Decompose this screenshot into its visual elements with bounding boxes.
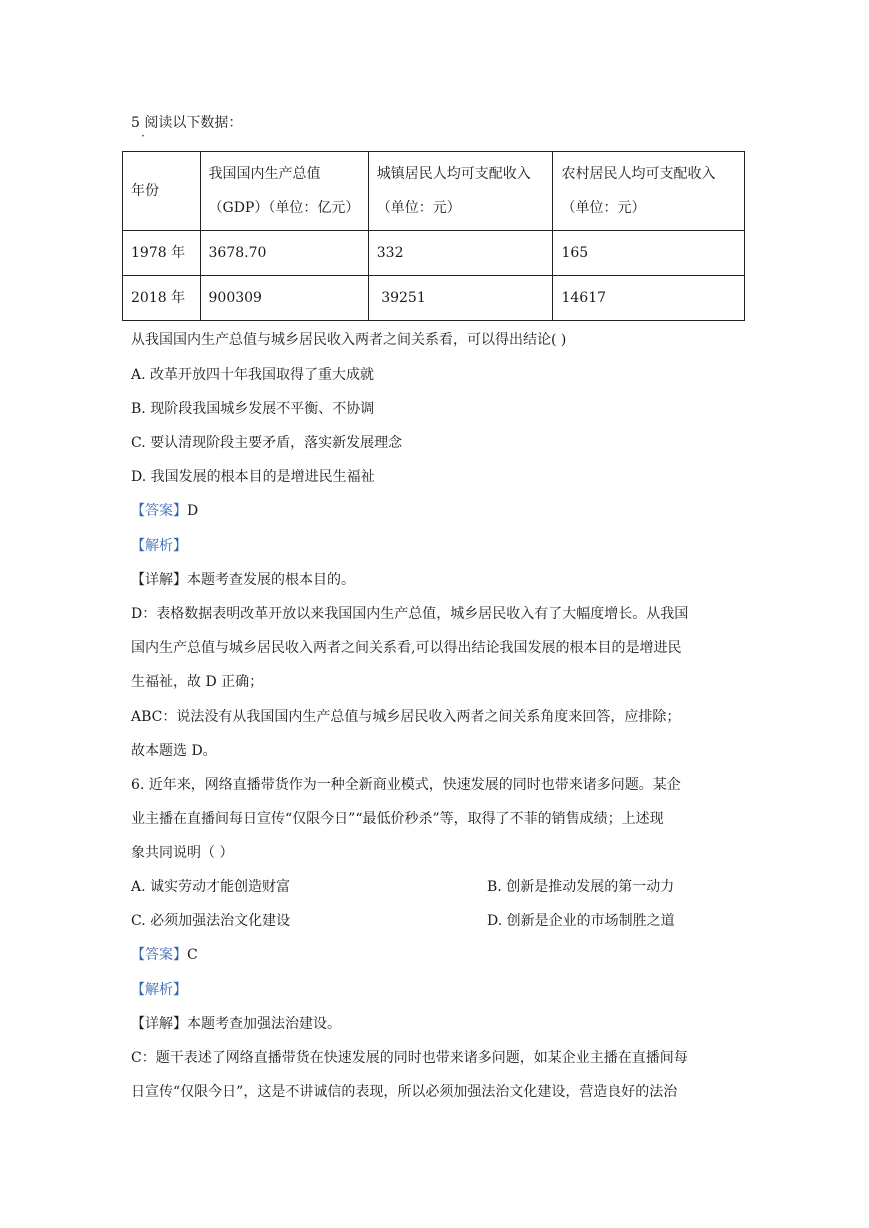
q5-explanation-line: 国内生产总值与城乡居民收入两者之间关系看,可以得出结论我国发展的根本目的是增进民 (131, 640, 682, 656)
answer-value: C (187, 947, 198, 963)
detail-text: 本题考查发展的根本目的。 (187, 572, 355, 588)
q5-number-dot: · (141, 129, 145, 143)
q6-stem-line: 6. 近年来，网络直播带货作为一种全新商业模式，快速发展的同时也带来诸多问题。某企 (131, 777, 681, 793)
q5-answer (131, 501, 198, 521)
cell-gdp: 3678.70 (200, 231, 368, 276)
answer-tag: 【答案】 (131, 503, 187, 519)
q6-option-c: C. 必须加强法治文化建设 (131, 913, 291, 929)
q6-option-b: B. 创新是推动发展的第一动力 (487, 879, 675, 895)
q5-explanation-line: 生福祉，故 D 正确； (131, 674, 264, 690)
q5-question: 从我国国内生产总值与城乡居民收入两者之间关系看，可以得出结论( ) (131, 332, 567, 348)
cell-urban-income: 332 (368, 231, 553, 276)
answer-tag: 【答案】 (131, 947, 187, 963)
q5-explanation-line: 故本题选 D。 (131, 743, 217, 759)
q6-stem-line: 象共同说明（ ） (131, 845, 234, 861)
table-header-row (123, 152, 745, 231)
cell-gdp: 900309 (200, 276, 368, 321)
q6-option-d: D. 创新是企业的市场制胜之道 (487, 913, 675, 929)
q5-stem: 5 阅读以下数据： (131, 115, 243, 131)
cell-year: 1978 年 (123, 231, 201, 276)
q5-data-table (122, 151, 745, 321)
answer-value: D (187, 503, 199, 519)
q6-stem-line: 业主播在直播间每日宣传“仅限今日”“最低价秒杀”等，取得了不菲的销售成绩；上述现 (131, 811, 664, 827)
header-gdp: 我国国内生产总值 （GDP）（单位：亿元） (200, 152, 368, 231)
header-rural-income: 农村居民人均可支配收入 （单位：元） (553, 152, 745, 231)
q6-detail (131, 1014, 341, 1034)
q5-option-a: A. 改革开放四十年我国取得了重大成就 (131, 367, 375, 383)
cell-rural-income: 14617 (553, 276, 745, 321)
q6-option-a: A. 诚实劳动才能创造财富 (131, 879, 291, 895)
detail-text: 本题考查加强法治建设。 (187, 1016, 341, 1032)
header-year: 年份 (123, 152, 201, 231)
table-row (123, 231, 745, 276)
q6-explanation-line: C：题干表述了网络直播带货在快速发展的同时也带来诸多问题，如某企业主播在直播间每 (131, 1050, 688, 1066)
q5-option-d: D. 我国发展的根本目的是增进民生福祉 (131, 469, 375, 485)
q5-option-b: B. 现阶段我国城乡发展不平衡、不协调 (131, 401, 375, 417)
cell-year: 2018 年 (123, 276, 201, 321)
header-urban-income: 城镇居民人均可支配收入 （单位：元） (368, 152, 553, 231)
cell-urban-income: 39251 (368, 276, 553, 321)
cell-rural-income: 165 (553, 231, 745, 276)
q5-analysis-tag: 【解析】 (131, 538, 187, 554)
table-row (123, 276, 745, 321)
q5-detail (131, 570, 355, 590)
q6-answer (131, 945, 198, 965)
q6-analysis-tag: 【解析】 (131, 982, 187, 998)
q5-option-c: C. 要认清现阶段主要矛盾，落实新发展理念 (131, 435, 403, 451)
q5-explanation-line: ABC：说法没有从我国国内生产总值与城乡居民收入两者之间关系角度来回答，应排除； (131, 709, 681, 725)
detail-tag: 【详解】 (131, 1016, 187, 1032)
q5-explanation-line: D：表格数据表明改革开放以来我国国内生产总值，城乡居民收入有了大幅度增长。从我国 (131, 606, 689, 622)
detail-tag: 【详解】 (131, 572, 187, 588)
q6-explanation-line: 日宣传“仅限今日”，这是不讲诚信的表现，所以必须加强法治文化建设，营造良好的法治 (131, 1084, 678, 1100)
